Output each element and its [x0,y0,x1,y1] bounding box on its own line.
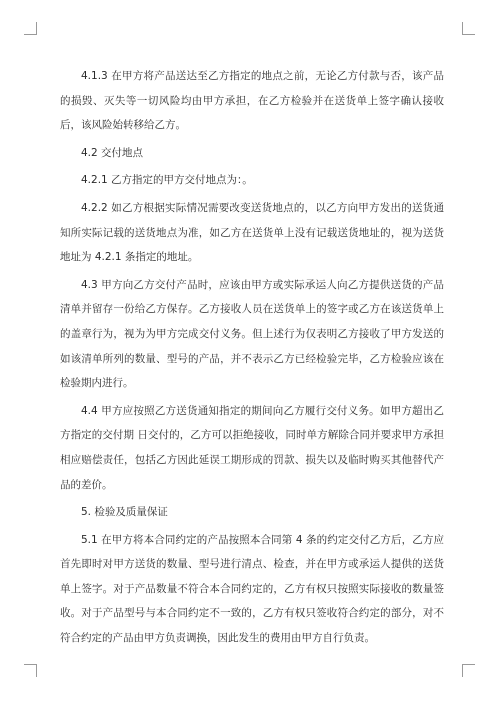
section-heading-4-2: 4.2 交付地点 [81,146,144,159]
paragraph-4-2-1: 4.2.1 乙方指定的甲方交付地点为：。 [81,174,253,187]
paragraph-4-2-2: 4.2.2 如乙方根据实际情况需要改变送货地点的，以乙方向甲方发出的送货通知所实际记载的送货地点为准，如乙方在送货单上没有记载送货地址的，视为送货地址为 4.2.1 条指定的地址。 [60,201,444,264]
crop-mark-top-left [24,22,37,35]
paragraph-4-3: 4.3 甲方向乙方交付产品时，应该由甲方或实际承运人向乙方提供送货的产品清单并留存一份给乙方保存。乙方接收人员在送货单上的签字或乙方在该送货单上的盖章行为，视为为甲方完成交付义务。但上述行为仅表明乙方接收了甲方发送的如该清单所列的数量、型号的产品，并不表示乙方已经检验完毕，乙方检验应该在检验期内进行。 [60,278,444,390]
paragraph-5-1: 5.1 在甲方将本合同约定的产品按照本合同第 4 条的约定交付乙方后，乙方应首先即时对甲方送货的数量、型号进行清点、检查，并在甲方或承运人提供的送货单上签字。对于产品数量不符合本合同约定的，乙方有权只按照实际接收的数量签收。对于产品型号与本合同约定不一致的，乙方有权只签收符合约定的部分，对不符合约定的产品由甲方负责调换，因此发生的费用由甲方自行负责。 [60,533,444,645]
crop-mark-bottom-left [24,664,37,677]
crop-mark-top-right [462,22,475,35]
section-heading-5: 5. 检验及质量保证 [81,506,168,519]
crop-mark-bottom-right [462,664,475,677]
paragraph-4-4: 4.4 甲方应按照乙方送货通知指定的期间向乙方履行交付义务。如甲方超出乙方指定的交付期 日交付的，乙方可以拒绝接收，同时单方解除合同并要求甲方承担相应赔偿责任，包括乙方因此延误工期形成的罚款、损失以及临时购买其他替代产品的差价。 [60,404,444,491]
document-body [60,64,444,651]
paragraph-4-1-3: 4.1.3 在甲方将产品送达至乙方指定的地点之前，无论乙方付款与否，该产品的损毁、灭失等一切风险均由甲方承担，在乙方检验并在送货单上签字确认接收后，该风险始转移给乙方。 [60,70,444,132]
